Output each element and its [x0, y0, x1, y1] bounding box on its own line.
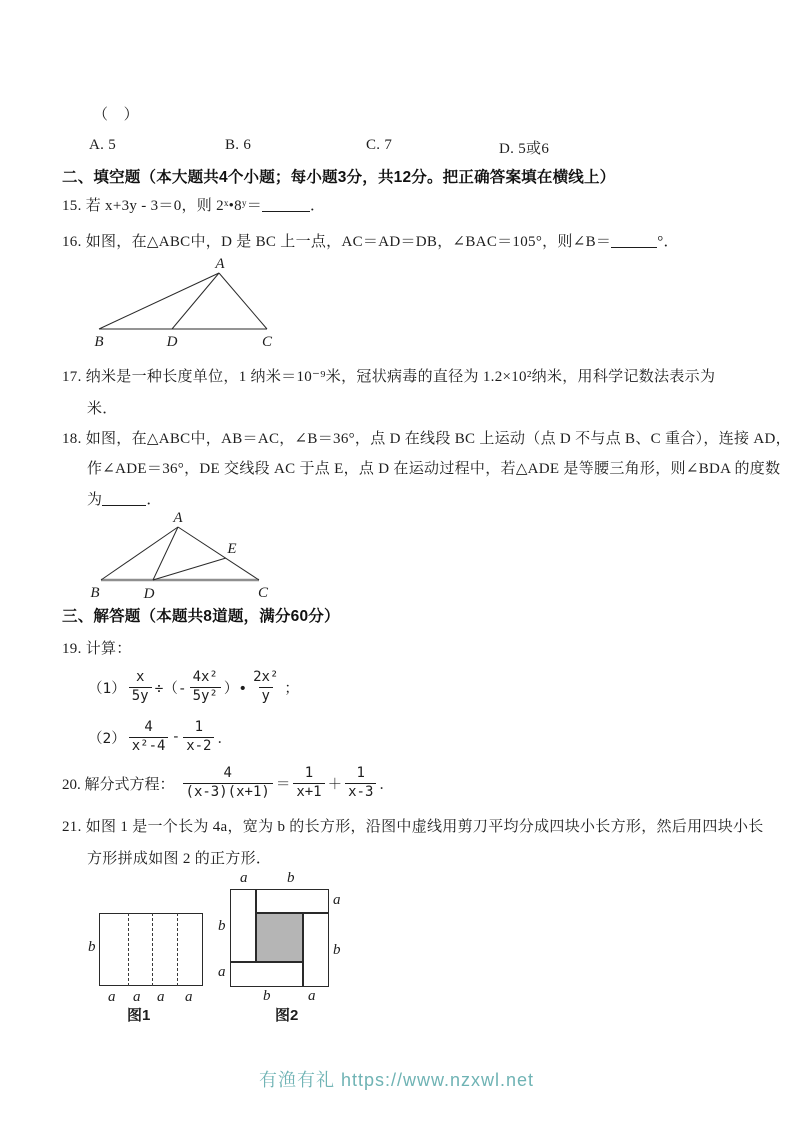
- fraction: [183, 765, 273, 801]
- bottom-label-a1: a: [108, 989, 116, 1005]
- label-left-b: b: [218, 918, 226, 934]
- question-21-line1: 21. 如图 1 是一个长为 4a，宽为 b 的长方形，沿图中虚线用剪刀平均分成四块小长方形，然后用四块小长: [62, 819, 764, 835]
- answer-blank: [611, 232, 657, 248]
- vertex-label-b: B: [94, 334, 104, 350]
- question-15-period: ．: [310, 198, 326, 214]
- center-gray-square: [256, 913, 303, 962]
- question-18-line2: 作∠ADE＝36°，DE 交线段 AC 于点 E，点 D 在运动过程中，若△ADE 是等腰三角形，则∠BDA 的度数: [87, 461, 781, 477]
- question-20-formula: [181, 765, 395, 801]
- answer-blank: [262, 196, 310, 212]
- option-b: B. 6: [225, 137, 252, 153]
- label-top-b: b: [287, 870, 295, 886]
- fraction-numerator: 4: [223, 765, 232, 781]
- triangle-figure-q18: [85, 506, 285, 602]
- fraction: [129, 719, 169, 755]
- cut-line-dashed: [152, 913, 153, 986]
- formula-text: ）•: [223, 680, 248, 697]
- formula-text: ＝: [275, 776, 291, 793]
- formula-text: ．: [217, 730, 232, 747]
- label-top-a: a: [240, 870, 248, 886]
- figure-2-square: [215, 870, 360, 1030]
- formula-text: （1）: [88, 680, 126, 697]
- piece-right-rect: [303, 913, 329, 987]
- fraction-denominator: x+1: [293, 783, 324, 802]
- bottom-label-a4: a: [185, 989, 193, 1005]
- fraction-numerator: 1: [304, 765, 314, 781]
- question-16-degree: °．: [657, 234, 679, 250]
- fraction-numerator: 2x²: [253, 669, 279, 685]
- answer-bracket: （ ）: [93, 107, 139, 123]
- figure-1-rectangle: [85, 905, 220, 1030]
- question-20: [62, 762, 395, 804]
- side-label-b: b: [88, 939, 96, 955]
- question-18-line1: 18. 如图，在△ABC中，AB＝AC，∠B＝36°，点 D 在线段 BC 上运动（点 D 不与点 B、C 重合），连接 AD，: [62, 431, 791, 447]
- option-a: A. 5: [89, 137, 117, 153]
- question-17-line1: 17. 纳米是一种长度单位，1 纳米＝10⁻⁹米，冠状病毒的直径为 1.2×10²纳米，用科学记数法表示为: [62, 369, 716, 385]
- fraction: [190, 669, 221, 705]
- label-right-a: a: [333, 892, 341, 908]
- vertex-label-c: C: [257, 585, 269, 601]
- fraction-denominator: 5y: [129, 687, 152, 706]
- option-d: D. 5或6: [499, 141, 550, 157]
- piece-left-rect: [230, 889, 256, 962]
- section-3-header: 三、解答题（本题共8道题，满分60分）: [62, 608, 340, 625]
- question-17-line2: 米．: [87, 401, 118, 417]
- piece-top-rect: [256, 889, 329, 913]
- question-19-formula-1: [87, 664, 300, 710]
- fraction-denominator: x-3: [345, 783, 376, 802]
- answer-blank: [102, 490, 146, 506]
- option-c: C. 7: [366, 137, 393, 153]
- fraction: [345, 765, 376, 801]
- vertex-label-e: E: [227, 541, 237, 557]
- formula-text: ．: [379, 776, 394, 793]
- vertex-label-b: B: [90, 585, 100, 601]
- section-2-header: 二、填空题（本大题共4个小题；每小题3分，共12分。把正确答案填在横线上）: [62, 169, 616, 186]
- vertex-label-d: D: [166, 334, 178, 350]
- figure-2-caption: 图2: [275, 1007, 299, 1024]
- fraction-denominator: x-2: [183, 737, 214, 756]
- formula-text: ；: [284, 680, 299, 697]
- footer-site-link[interactable]: 有渔有礼 https://www.nzxwl.net: [258, 1070, 535, 1090]
- figure-1-caption: 图1: [127, 1007, 151, 1024]
- fraction-denominator: 5y²: [190, 687, 221, 706]
- formula-text: （2）: [88, 730, 126, 747]
- question-20-label: 20. 解分式方程：: [62, 776, 175, 793]
- fraction: [293, 765, 324, 801]
- question-21-line2: 方形拼成如图 2 的正方形．: [87, 851, 272, 867]
- fraction-numerator: 1: [194, 719, 204, 735]
- vertex-label-a: A: [173, 510, 183, 526]
- cut-line-dashed: [128, 913, 129, 986]
- fraction-denominator: x²-4: [129, 737, 169, 756]
- label-left-a: a: [218, 964, 226, 980]
- question-16: [62, 230, 679, 251]
- fraction: [183, 719, 214, 755]
- formula-text: ＋: [327, 776, 343, 793]
- question-19-formula-2: [87, 714, 233, 760]
- label-right-b: b: [333, 942, 341, 958]
- question-18-line3-text: 为: [87, 492, 103, 508]
- cut-line-dashed: [177, 913, 178, 986]
- label-bottom-a: a: [308, 988, 316, 1004]
- vertex-label-c: C: [261, 334, 273, 350]
- bottom-label-a2: a: [133, 989, 141, 1005]
- formula-text: -: [171, 729, 181, 745]
- question-15: [62, 194, 325, 215]
- question-15-text: 15. 若 x+3y - 3＝0，则 2ˣ•8ʸ＝: [62, 198, 262, 214]
- fraction-numerator: 1: [356, 765, 365, 781]
- fraction-numerator: 4: [144, 719, 153, 735]
- question-16-text: 16. 如图，在△ABC中，D 是 BC 上一点，AC＝AD＝DB，∠BAC＝105°，则∠B＝: [62, 234, 612, 250]
- vertex-label-a: A: [215, 256, 225, 272]
- question-19-label: 19. 计算：: [62, 641, 132, 657]
- fraction-denominator: (x-3)(x+1): [183, 783, 273, 802]
- vertex-label-d: D: [143, 586, 155, 602]
- bottom-label-a3: a: [157, 989, 165, 1005]
- fraction-denominator: y: [259, 687, 273, 706]
- fraction-numerator: x: [135, 669, 145, 685]
- question-18-period: ．: [146, 492, 162, 508]
- label-bottom-b: b: [263, 988, 271, 1004]
- triangle-figure-q16: [85, 256, 285, 352]
- fraction-numerator: 4x²: [192, 669, 218, 685]
- piece-bottom-rect: [230, 962, 303, 987]
- fraction: [250, 669, 281, 705]
- rectangle-outline: [99, 913, 203, 986]
- formula-text: ÷（-: [154, 680, 187, 697]
- fraction: [129, 669, 152, 705]
